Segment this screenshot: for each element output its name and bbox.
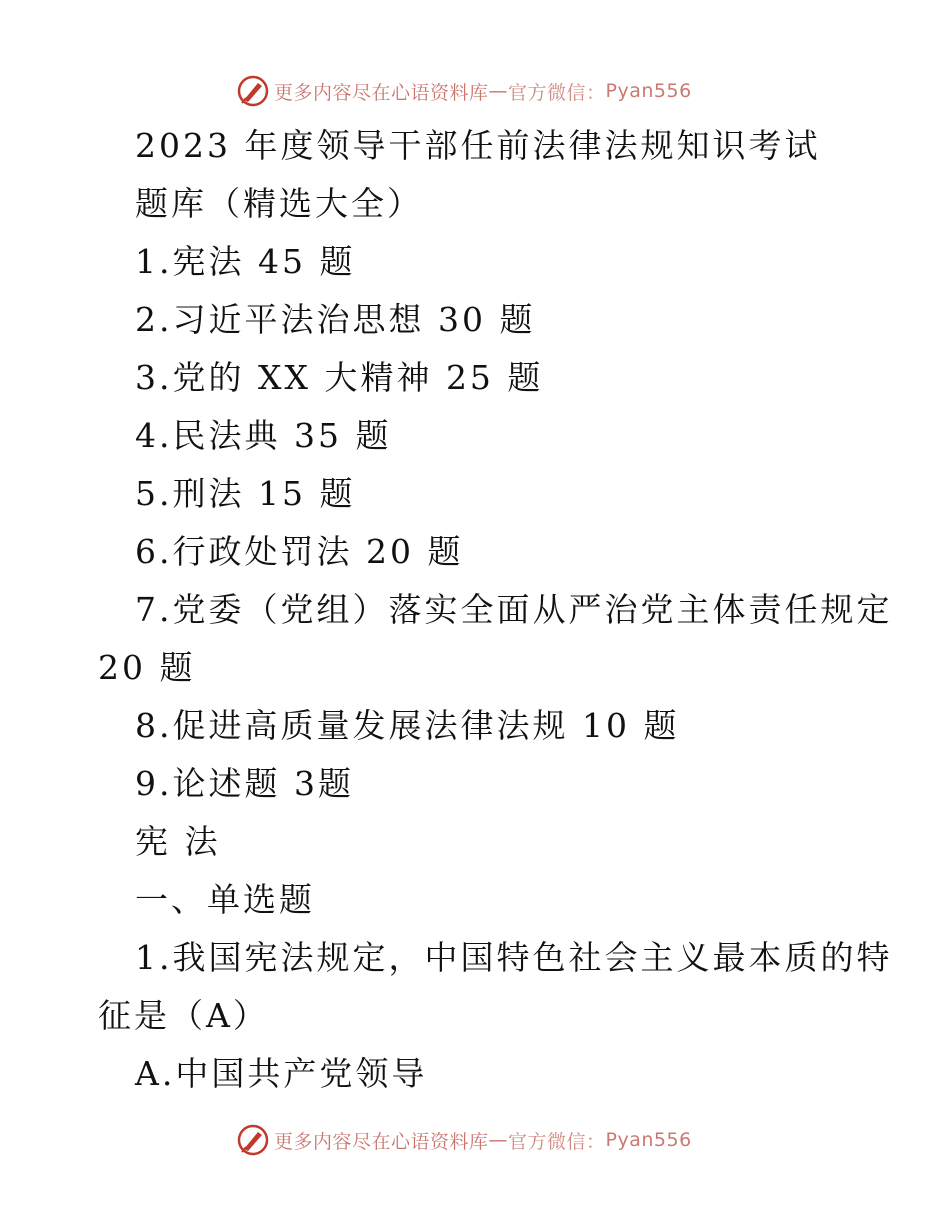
section-title: 宪 法 [135, 822, 221, 861]
watermark-wechat-id: Pyan556 [605, 80, 692, 102]
question-1-line-2: 征是（A） [98, 996, 269, 1035]
answer-option-a: A.中国共产党领导 [135, 1054, 428, 1093]
toc-item: 5.刑法 15 题 [135, 474, 356, 513]
toc-item: 1.宪法 45 题 [135, 242, 356, 281]
watermark-wechat-label: 官方微信： [508, 81, 606, 104]
header-watermark [236, 73, 692, 109]
toc-item: 4.民法典 35 题 [135, 416, 392, 455]
quill-logo-icon [236, 1123, 270, 1157]
watermark-wechat-id: Pyan556 [605, 1129, 692, 1151]
toc-item: 3.党的 XX 大精神 25 题 [135, 358, 544, 397]
document-title-line-2: 题库（精选大全） [135, 184, 423, 223]
question-1-line-1: 1.我国宪法规定，中国特色社会主义最本质的特 [135, 938, 893, 977]
toc-item: 7.党委（党组）落实全面从严治党主体责任规定 [135, 590, 893, 629]
toc-item: 2.习近平法治思想 30 题 [135, 300, 536, 339]
toc-item-continuation: 20 题 [98, 648, 196, 687]
watermark-text: 更多内容尽在心语资料库 [274, 1130, 489, 1153]
watermark-dash: — [488, 1129, 509, 1151]
watermark-dash: — [488, 80, 509, 102]
watermark-text: 更多内容尽在心语资料库 [274, 81, 489, 104]
toc-item: 9.论述题 3题 [135, 764, 354, 803]
quill-logo-icon [236, 74, 270, 108]
footer-watermark [236, 1122, 692, 1158]
subsection-title: 一、单选题 [135, 880, 315, 919]
toc-item: 8.促进高质量发展法律法规 10 题 [135, 706, 680, 745]
toc-item: 6.行政处罚法 20 题 [135, 532, 464, 571]
document-title-line-1: 2023 年度领导干部任前法律法规知识考试 [135, 126, 821, 165]
watermark-wechat-label: 官方微信： [508, 1130, 606, 1153]
